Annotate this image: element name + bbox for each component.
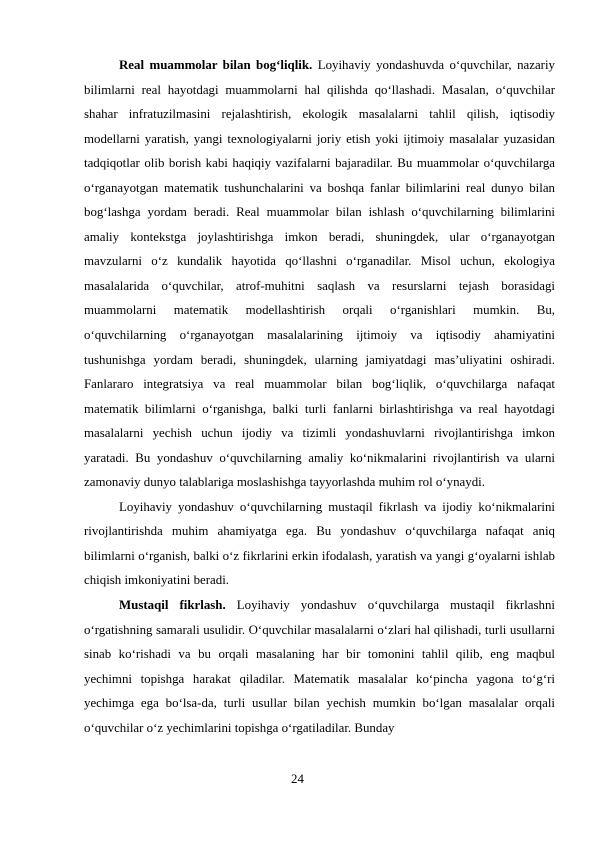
body-text — [84, 53, 555, 740]
paragraph-heading: Mustaqil fikrlash. — [119, 598, 226, 613]
paragraph-independent-thinking — [84, 593, 555, 740]
paragraph-text: Loyihaviy yondashuv o‘quvchilarga mustaqil fikrlashni o‘rgatishning samarali usulidir. O‘quvchilar masalalarni o‘zlari hal qilishadi, turli usullarni sinab ko‘rishadi va bu orqali masalaning har bir tomonini tahlil qilib, eng maqbul yechimni topishga harakat qiladilar. Matematik masalalar ko‘pincha yagona to‘g‘ri yechimga ega bo‘lsa-da, turli usullar bilan yechish mumkin bo‘lgan masalalar orqali o‘quvchilar o‘z yechimlarini topishga o‘rgatiladilar. Bunday — [84, 598, 555, 735]
paragraph-heading: Real muammolar bilan bog‘liqlik. — [119, 58, 313, 72]
paragraph-text: Loyihaviy yondashuv o‘quvchilarning mustaqil fikrlash va ijodiy ko‘nikmalarini rivojlantirishda muhim ahamiyatga ega. Bu yondashuv o‘quvchilarga nafaqat aniq bilimlarni o‘rganish, balki o‘z fikrlarini erkin ifodalash, yaratish va yangi g‘oyalarni ishlab chiqish imkoniyatini beradi. — [84, 499, 555, 588]
paragraph-real-problems — [84, 53, 555, 495]
page-number: 24 — [291, 772, 304, 786]
paragraph-text: Loyihaviy yondashuvda o‘quvchilar, nazariy bilimlarni real hayotdagi muammolarni hal qilishda qo‘llashadi. Masalan, o‘quvchilar shahar infratuzilmasini rejalashtirish, ekologik masalalarni tahlil qilish, iqtisodiy modellarni yaratish, yangi texnologiyalarni joriy etish yoki ijtimoiy masalalar yuzasidan tadqiqotlar olib borish kabi haqiqiy vazifalarni bajaradilar. Bu muammolar o‘quvchilarga o‘rganayotgan matematik tushunchalarini va boshqa fanlar bilimlarini real dunyo bilan bog‘lashga yordam beradi. Real muammolar bilan ishlash o‘quvchilarning bilimlarini amaliy kontekstga joylashtirishga imkon beradi, shuningdek, ular o‘rganayotgan mavzularni o‘z kundalik hayotida qo‘llashni o‘rganadilar. Misol uchun, ekologiya masalalarida o‘quvchilar, atrof-muhitni saqlash va resurslarni tejash borasidagi muammolarni matematik modellashtirish orqali o‘rganishlari mumkin. Bu, o‘quvchilarning o‘rganayotgan masalalarining ijtimoiy va iqtisodiy ahamiyatini tushunishga yordam beradi, shuningdek, ularning jamiyatdagi mas’uliyatini oshiradi. Fanlararo integratsiya va real muammolar bilan bog‘liqlik, o‘quvchilarga nafaqat matematik bilimlarni o‘rganishga, balki turli fanlarni birlashtirishga va real hayotdagi masalalarni yechish uchun ijodiy va tizimli yondashuvlarni rivojlantirishga imkon yaratadi. Bu yondashuv o‘quvchilarning amaliy ko‘nikmalarini rivojlantirish va ularni zamonaviy dunyo talablariga moslashishga tayyorlashda muhim rol o‘ynaydi. — [84, 58, 555, 490]
paragraph-project-approach — [84, 495, 555, 593]
